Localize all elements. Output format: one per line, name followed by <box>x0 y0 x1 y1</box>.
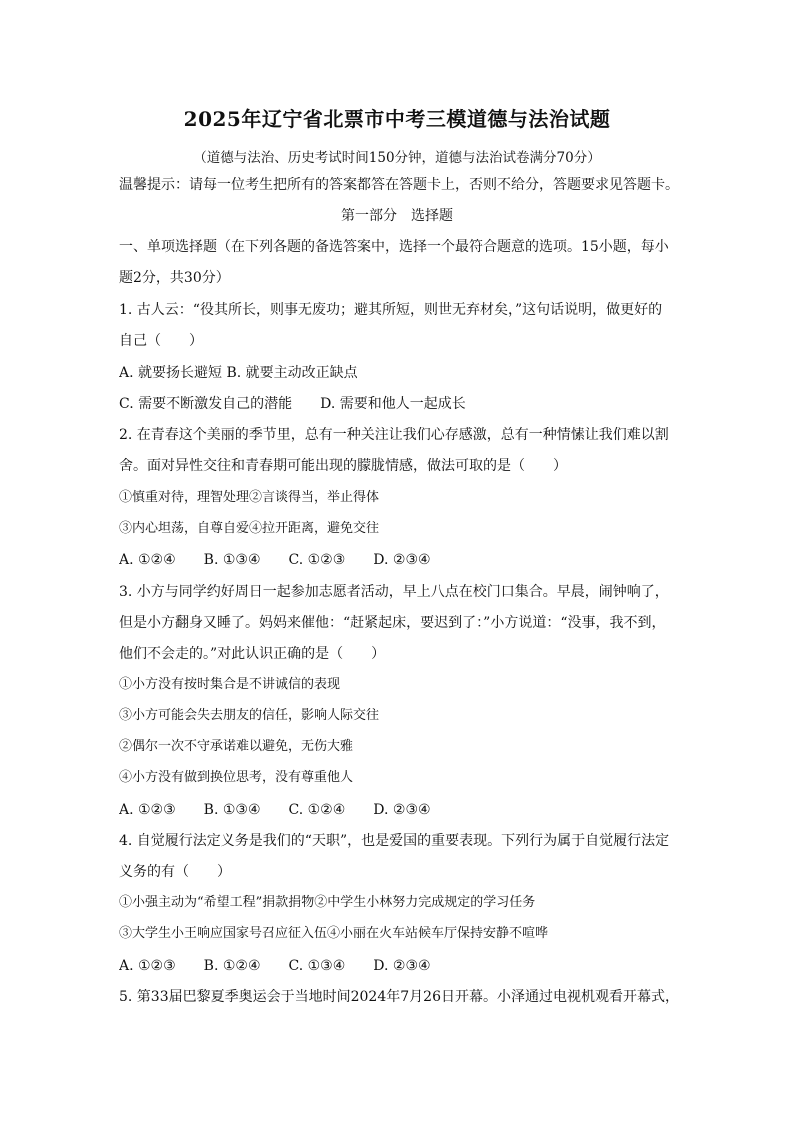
q4-options: A. ①②③ B. ①②④ C. ①③④ D. ②③④ <box>119 958 431 974</box>
q3-item-3: ②偶尔一次不守承诺难以避免，无伤大雅 <box>119 739 354 754</box>
section-heading: 一、单项选择题（在下列各题的备选答案中，选择一个最符合题意的选项。15小题，每小 <box>119 239 669 255</box>
q2-items-2: ③内心坦荡，自尊自爱④拉开距离，避免交往 <box>119 521 380 536</box>
q3-stem: 3. 小方与同学约好周日一起参加志愿者活动，早上八点在校门口集合。早晨，闹钟响了， <box>119 584 669 600</box>
q1-options-cd: C. 需要不断激发自己的潜能 D. 需要和他人一起成长 <box>119 396 466 412</box>
q2-stem-cont: 舍。面对异性交往和青春期可能出现的朦胧情感，做法可取的是（ ） <box>119 458 567 474</box>
q2-options: A. ①②④ B. ①③④ C. ①②③ D. ②③④ <box>119 552 431 568</box>
q5-stem: 5. 第33届巴黎夏季奥运会于当地时间2024年7月26日开幕。小泽通过电视机观看开幕式， <box>119 989 679 1005</box>
q3-item-1: ①小方没有按时集合是不讲诚信的表现 <box>119 677 341 692</box>
q2-items-1: ①慎重对待，理智处理②言谈得当，举止得体 <box>119 490 380 505</box>
q3-item-2: ③小方可能会失去朋友的信任，影响人际交往 <box>119 708 380 723</box>
reminder-text: 温馨提示：请每一位考生把所有的答案都答在答题卡上，否则不给分，答题要求见答题卡。 <box>119 177 679 193</box>
section-heading-cont: 题2分，共30分） <box>119 270 230 286</box>
exam-subtitle: （道德与法治、历史考试时间150分钟，道德与法治试卷满分70分） <box>193 150 601 166</box>
q3-stem-cont-2: 他们不会走的。”对此认识正确的是（ ） <box>119 646 386 662</box>
q2-stem: 2. 在青春这个美丽的季节里，总有一种关注让我们心存感激，总有一种情愫让我们难以割 <box>119 427 669 443</box>
page-title: 2025年辽宁省北票市中考三模道德与法治试题 <box>183 107 611 131</box>
q1-stem: 1. 古人云：“役其所长，则事无废功；避其所短，则世无弃材矣，”这句话说明，做更好的 <box>119 302 663 318</box>
q4-items-2: ③大学生小王响应国家号召应征入伍④小丽在火车站候车厅保持安静不喧哗 <box>119 926 549 941</box>
q1-stem-cont: 自己（ ） <box>119 333 203 349</box>
q3-stem-cont: 但是小方翻身又睡了。妈妈来催他：“赶紧起床，要迟到了：”小方说道：“没事，我不到， <box>119 615 666 631</box>
q3-item-4: ④小方没有做到换位思考，没有尊重他人 <box>119 770 354 785</box>
q3-options: A. ①②③ B. ①③④ C. ①②④ D. ②③④ <box>119 802 431 818</box>
q4-stem: 4. 自觉履行法定义务是我们的“天职”，也是爱国的重要表现。下列行为属于自觉履行法定 <box>119 833 670 849</box>
part-heading: 第一部分 选择题 <box>341 208 453 224</box>
q4-items-1: ①小强主动为“希望工程”捐款捐物②中学生小林努力完成规定的学习任务 <box>119 895 536 910</box>
q4-stem-cont: 义务的有（ ） <box>119 864 231 880</box>
q1-options-ab: A. 就要扬长避短 B. 就要主动改正缺点 <box>119 365 358 381</box>
